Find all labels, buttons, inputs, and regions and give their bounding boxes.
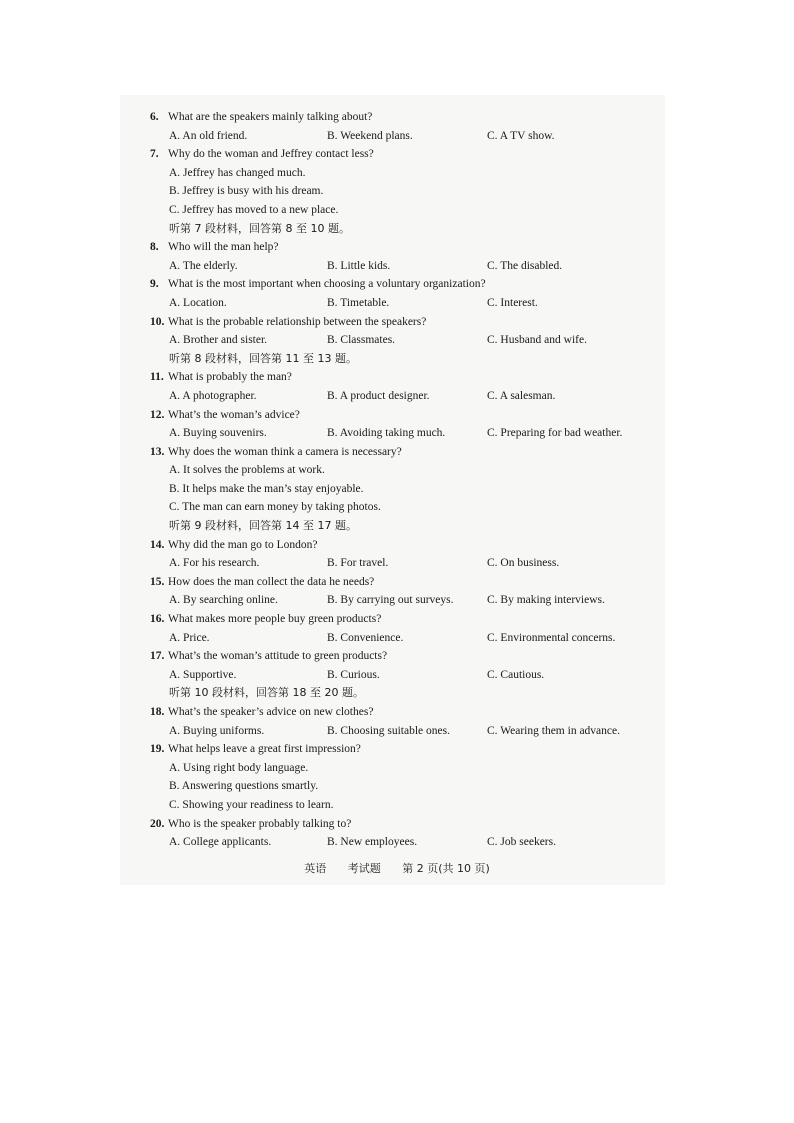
question-12 — [150, 406, 650, 425]
question-text: What is probably the man? — [168, 371, 292, 384]
option-b: B. By carrying out surveys. — [327, 594, 454, 607]
option-b: B. Choosing suitable ones. — [327, 724, 450, 737]
option-b: B. Convenience. — [327, 631, 404, 644]
option-b: B. New employees. — [327, 836, 418, 849]
footer-subject: 英语 — [304, 862, 327, 875]
question-20 — [150, 815, 650, 834]
question-11 — [150, 368, 650, 387]
option-c: C. Wearing them in advance. — [487, 724, 620, 737]
question-number: 15. — [150, 575, 165, 588]
question-number: 7. — [150, 148, 159, 161]
question-18 — [150, 703, 650, 722]
option-b: B. Classmates. — [327, 334, 396, 347]
option-c: C. Job seekers. — [487, 836, 556, 849]
option-b: B. For travel. — [327, 557, 389, 570]
footer-type: 考试题 — [347, 862, 381, 875]
option-b: B. Little kids. — [327, 259, 391, 272]
option-b: B. It helps make the man’s stay enjoyable. — [169, 482, 364, 495]
options-16 — [150, 629, 650, 648]
option-b: B. Timetable. — [327, 296, 390, 309]
section-heading-8: 听第 8 段材料，回答第 11 至 13 题。 — [169, 351, 357, 365]
option-a: A. Supportive. — [169, 668, 237, 681]
option-b: B. Jeffrey is busy with his dream. — [169, 185, 324, 198]
question-text: What are the speakers mainly talking about? — [168, 111, 373, 123]
options-15 — [150, 591, 650, 610]
question-text: Why do the woman and Jeffrey contact less? — [168, 148, 374, 161]
question-6 — [150, 108, 650, 127]
question-15 — [150, 573, 650, 592]
question-text: What is the probable relationship between the speakers? — [168, 315, 427, 328]
options-12 — [150, 424, 650, 443]
question-number: 14. — [150, 538, 165, 551]
exam-content — [150, 108, 650, 852]
option-c: C. Husband and wife. — [487, 334, 587, 347]
question-text: What is the most important when choosing a voluntary organization? — [168, 278, 486, 291]
option-c: C. Showing your readiness to learn. — [169, 798, 334, 811]
question-14 — [150, 536, 650, 555]
option-a: A. Brother and sister. — [169, 334, 268, 347]
question-text: What’s the woman’s attitude to green products? — [168, 650, 388, 663]
question-number: 10. — [150, 315, 165, 328]
footer-page-number: 第 2 页(共 10 页) — [402, 862, 490, 875]
question-number: 11. — [150, 371, 164, 384]
question-text: Why does the woman think a camera is necessary? — [168, 445, 402, 458]
question-number: 13. — [150, 445, 165, 458]
option-b: B. Avoiding taking much. — [327, 427, 446, 440]
section-heading-7: 听第 7 段材料，回答第 8 至 10 题。 — [169, 221, 350, 235]
option-c: C. A salesman. — [487, 389, 556, 402]
options-11 — [150, 387, 650, 406]
option-a: A. A photographer. — [169, 389, 257, 402]
option-a: A. Jeffrey has changed much. — [169, 166, 306, 179]
question-number: 17. — [150, 650, 165, 663]
option-c: C. On business. — [487, 557, 560, 570]
question-16 — [150, 610, 650, 629]
question-17 — [150, 647, 650, 666]
option-c: C. Interest. — [487, 296, 538, 309]
section-heading-9: 听第 9 段材料，回答第 14 至 17 题。 — [169, 519, 357, 533]
options-17 — [150, 666, 650, 685]
option-a: A. An old friend. — [169, 129, 248, 142]
page-footer — [0, 860, 794, 876]
question-number: 16. — [150, 613, 165, 626]
question-number: 18. — [150, 706, 165, 718]
options-20 — [150, 833, 650, 852]
options-6 — [150, 127, 650, 146]
option-b: B. Curious. — [327, 668, 380, 681]
option-a: A. College applicants. — [169, 836, 272, 849]
question-number: 8. — [150, 241, 159, 254]
option-c: C. By making interviews. — [487, 594, 605, 607]
option-a: A. The elderly. — [169, 259, 238, 272]
question-number: 9. — [150, 278, 159, 291]
question-10 — [150, 313, 650, 332]
option-a: A. For his research. — [169, 557, 260, 570]
options-8 — [150, 257, 650, 276]
options-10 — [150, 331, 650, 350]
question-text: Who will the man help? — [168, 241, 279, 254]
options-18 — [150, 722, 650, 741]
question-text: What helps leave a great first impression? — [168, 743, 361, 756]
option-b: B. A product designer. — [327, 389, 430, 402]
question-text: What’s the woman’s advice? — [168, 408, 300, 421]
option-a: A. By searching online. — [169, 594, 278, 607]
question-text: What makes more people buy green products? — [168, 613, 382, 626]
question-text: How does the man collect the data he needs? — [168, 575, 375, 588]
option-a: A. It solves the problems at work. — [169, 464, 325, 477]
option-c: C. The man can earn money by taking photos. — [169, 501, 381, 514]
section-heading-10: 听第 10 段材料，回答第 18 至 20 题。 — [169, 686, 364, 700]
question-19 — [150, 740, 650, 759]
question-text: What’s the speaker’s advice on new clothes? — [168, 706, 374, 718]
option-a: A. Buying souvenirs. — [169, 427, 267, 440]
question-8 — [150, 238, 650, 257]
question-number: 20. — [150, 817, 165, 830]
question-number: 12. — [150, 408, 165, 421]
option-c: C. Environmental concerns. — [487, 631, 616, 644]
question-number: 6. — [150, 111, 159, 123]
question-9 — [150, 275, 650, 294]
option-a: A. Using right body language. — [169, 761, 309, 774]
options-14 — [150, 554, 650, 573]
option-c: C. The disabled. — [487, 259, 563, 272]
option-c: C. Preparing for bad weather. — [487, 427, 623, 440]
question-13 — [150, 443, 650, 462]
question-7 — [150, 145, 650, 164]
option-c: C. Jeffrey has moved to a new place. — [169, 203, 339, 216]
option-c: C. A TV show. — [487, 129, 555, 142]
option-a: A. Location. — [169, 296, 227, 309]
question-text: Why did the man go to London? — [168, 538, 318, 551]
option-b: B. Answering questions smartly. — [169, 780, 319, 793]
option-a: A. Buying uniforms. — [169, 724, 265, 737]
options-9 — [150, 294, 650, 313]
question-number: 19. — [150, 743, 165, 756]
option-c: C. Cautious. — [487, 668, 545, 681]
option-a: A. Price. — [169, 631, 210, 644]
question-text: Who is the speaker probably talking to? — [168, 817, 352, 830]
option-b: B. Weekend plans. — [327, 129, 413, 142]
